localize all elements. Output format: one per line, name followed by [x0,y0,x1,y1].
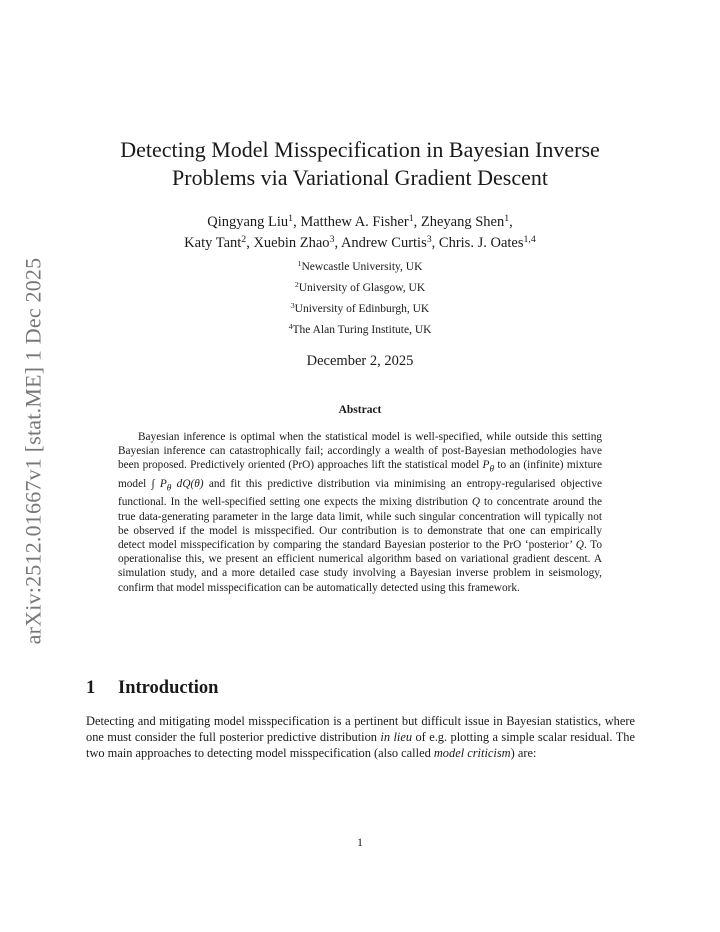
intro-text-run: Detecting and mitigating model misspecification is a pertinent but difficult issue in Bayesian statistics, where one must consider the full posterior predictive distribution [86,714,635,744]
abstract-text-run: to an (infinite) mixture model [118,459,602,490]
affiliation-item [86,257,634,278]
author-affiliation-mark: 1 [504,212,510,224]
math-mixture-integral: ∫ $P_\theta$ dQ(θ) [151,477,204,494]
affiliation-list [86,257,634,341]
author-name: Katy Tant [184,235,242,251]
abstract-text-run: to concentrate around the true data-generating parameter in the large data limit, while such singular concentration will typically not be observed if the model is misspecified. Our contribution is to demonstrate that one can empirically detect model misspecification by comparing the standard Bayesian posterior to the PrO ‘posterior’ [118,496,602,551]
arxiv-id-text: arXiv:2512.01667v1 [stat.ME] 1 Dec 2025 [20,257,45,645]
intro-text-run: of e.g. plotting a simple scalar residual. The two main approaches to detecting model misspecification (also called [86,729,635,760]
affiliation-mark: 3 [290,300,295,310]
affiliation-item [86,278,634,299]
affiliation-name: The Alan Turing Institute, UK [292,324,432,336]
math-p-theta: $P_\theta$ [482,459,495,475]
author-name: Chris. J. Oates [438,235,524,251]
abstract-text-run: Bayesian inference is optimal when the statistical model is well-specified, while outside this setting Bayesian inference can catastrophically fail; accordingly a wealth of post-Bayesian methodologies have been proposed. Predictively oriented (PrO) approaches lift the statistical model [118,431,602,472]
author-affiliation-mark: 1 [408,212,414,224]
author-name: Zheyang Shen [420,214,505,230]
title-line-1: Detecting Model Misspecification in Bayesian Inverse [120,137,600,162]
page-number: 1 [357,835,363,849]
author-list: Qingyang Liu$^1$, Matthew A. Fisher$^1$, Zheyang Shen$^1$, Katy Tant$^2$, Xuebin Zhao$^3$, Andrew Curtis$^3$, Chris. J. Oates$^{1,4}$ [184,212,536,251]
affiliation-item [86,299,634,320]
section-title: Introduction [118,678,219,698]
math-q: Q [575,538,584,551]
author-name: Andrew Curtis [340,235,427,251]
author-affiliation-mark: 1 [288,212,294,224]
title-line-2: Problems via Variational Gradient Descent [172,165,548,190]
affiliation-mark: 4 [288,321,293,331]
abstract-text [118,430,602,595]
author-name: Qingyang Liu [207,214,289,230]
publication-date: December 2, 2025 [306,353,414,369]
affiliation-name: University of Glasgow, UK [298,282,426,294]
author-name: Xuebin Zhao [253,235,330,251]
math-q: Q [471,496,481,509]
abstract-heading: Abstract [338,404,382,416]
intro-emphasis: model criticism [433,745,511,760]
affiliation-name: University of Edinburgh, UK [294,303,430,315]
affiliation-mark: 2 [294,279,299,289]
abstract-text-run: . To operationalise this, we present an efficient numerical algorithm based on variational gradient descent. A simulation study, and a more detailed case study involving a Bayesian inverse problem in seismology, confirm that model misspecification can be automatically detected using this framework. [118,538,602,594]
arxiv-identifier-stamp [0,256,66,646]
author-name: Matthew A. Fisher [300,214,409,230]
author-affiliation-mark: 2 [241,233,247,245]
paper-title [86,136,634,192]
section-heading-introduction [86,678,634,699]
author-affiliation-mark: 1,4 [523,233,536,245]
affiliation-mark: 1 [297,258,302,268]
abstract-text-run: and fit this predictive distribution via minimising an entropy-regularised objective functional. In the well-specified setting one expects the mixing distribution [118,477,602,509]
introduction-paragraph [86,714,635,761]
affiliation-name: Newcastle University, UK [301,261,423,273]
intro-emphasis: in lieu [380,729,413,744]
author-affiliation-mark: 3 [329,233,335,245]
section-number: 1 [86,678,96,698]
intro-text-run: ) are: [510,745,537,760]
affiliation-item [86,320,634,341]
author-affiliation-mark: 3 [426,233,432,245]
